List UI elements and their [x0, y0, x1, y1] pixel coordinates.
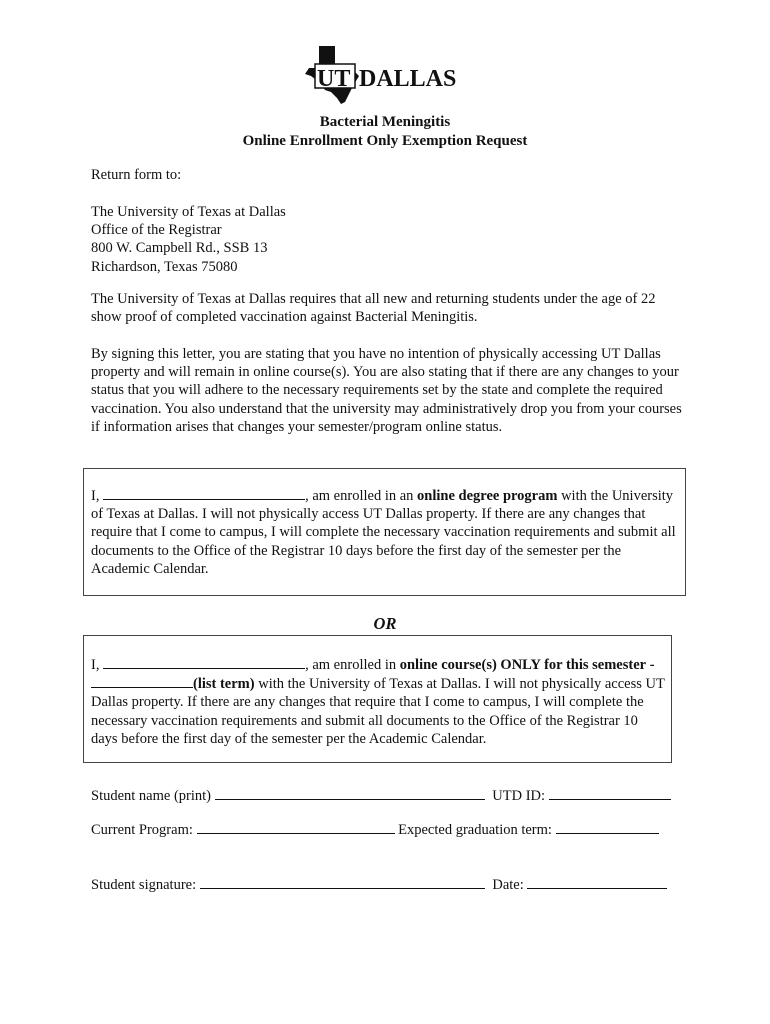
- utd-id-field[interactable]: [549, 786, 671, 800]
- subtitle-line: Online Enrollment Only Exemption Request: [242, 133, 528, 149]
- current-program-field[interactable]: [197, 820, 395, 834]
- student-name-label: Student name (print): [91, 788, 212, 804]
- online-courses-only-label: online course(s) ONLY for this semester: [399, 657, 647, 673]
- online-course-text: I, , am enrolled in online course(s) ONLY for this semester - (list term) with the University of Texas at Dallas. I will not physically access UT Dallas property. If there are any changes that require that I come to campus, I will complete the necessary vaccination requirements and submit all documents to the Office of the Registrar 10 days before the first day of the semester per the Academic Calendar.: [91, 657, 665, 747]
- student-name-field[interactable]: [215, 786, 485, 800]
- name-blank-2[interactable]: [103, 655, 305, 669]
- name-blank-1[interactable]: [103, 486, 305, 500]
- list-term-label: (list term): [193, 676, 255, 693]
- logo-ut-text: UT: [317, 66, 351, 92]
- date-field[interactable]: [527, 875, 667, 889]
- program-row: [91, 820, 659, 839]
- return-address: [91, 203, 691, 276]
- address-line: The University of Texas at Dallas: [91, 204, 286, 220]
- student-name-row: [91, 786, 671, 805]
- current-program-label: Current Program:: [91, 822, 193, 838]
- term-blank[interactable]: [91, 674, 193, 688]
- return-label: Return form to:: [91, 167, 182, 183]
- logo-dallas-text: DALLAS: [359, 66, 457, 92]
- student-signature-field[interactable]: [200, 875, 485, 889]
- or-separator: OR: [373, 614, 397, 633]
- signature-row: [91, 875, 667, 894]
- address-line: Office of the Registrar: [91, 222, 222, 239]
- title-line: Bacterial Meningitis: [319, 114, 451, 130]
- expected-graduation-field[interactable]: [556, 820, 659, 834]
- utd-id-label: UTD ID:: [492, 788, 546, 804]
- online-degree-text: I, , am enrolled in an online degree program with the University of Texas at Dallas. I will not physically access UT Dallas property. If there are any changes that require that I come to campus, I will complete the necessary vaccination requirements and submit all documents to the Office of the Registrar 10 days before the first day of the semester per the Academic Calendar.: [91, 488, 676, 577]
- statement-paragraph: By signing this letter, you are stating that you have no intention of physically accessing UT Dallas property and will remain in online course(s). You are also stating that if there are any changes to your status that you will adhere to the necessary requirements set by the state and complete the required vaccination. You also understand that the university may administratively drop you from your courses if information arises that changes your semester/program online status.: [91, 346, 682, 435]
- intro-paragraph: The University of Texas at Dallas requires that all new and returning students under the age of 22 show proof of completed vaccination against Bacterial Meningitis.: [91, 291, 656, 326]
- ut-dallas-logo: [297, 42, 477, 108]
- address-line: 800 W. Campbell Rd., SSB 13: [91, 240, 268, 257]
- expected-graduation-label: Expected graduation term:: [398, 822, 552, 838]
- date-label: Date:: [492, 877, 524, 893]
- form-title: [0, 113, 770, 151]
- student-signature-label: Student signature:: [91, 877, 197, 893]
- online-degree-program-label: online degree program: [417, 488, 558, 504]
- address-line: Richardson, Texas 75080: [91, 258, 238, 275]
